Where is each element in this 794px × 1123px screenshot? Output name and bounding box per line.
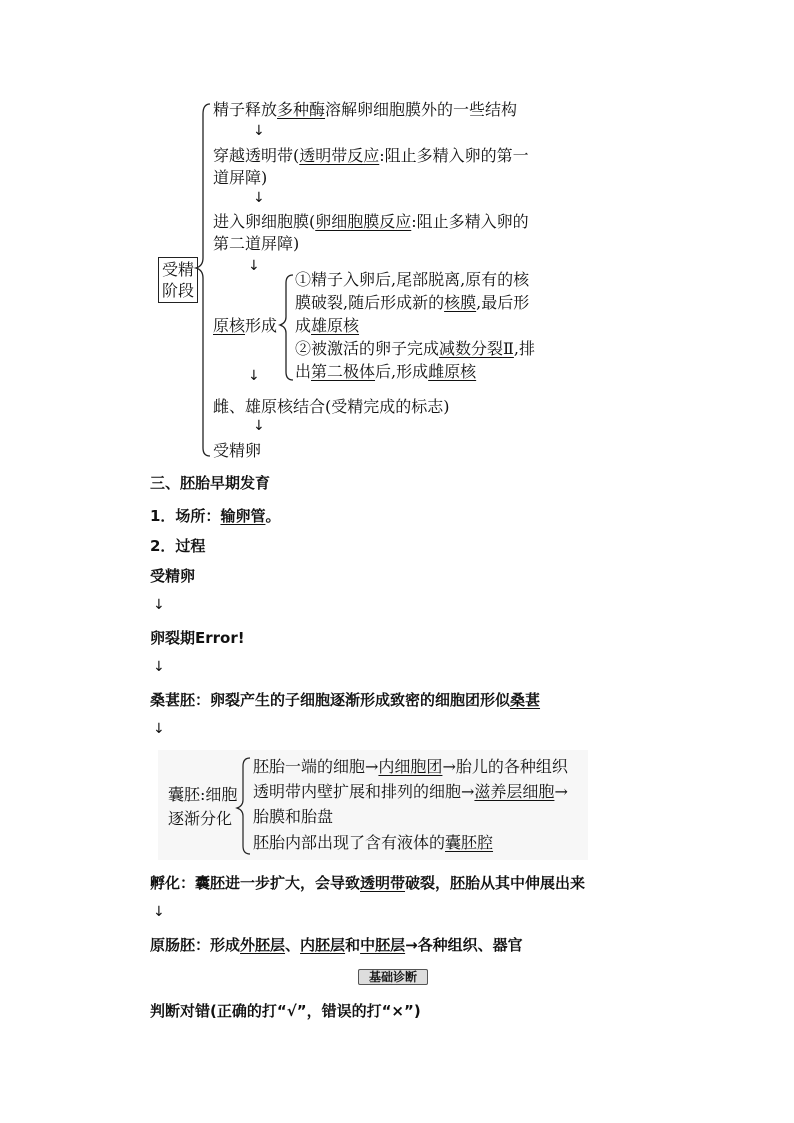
step-membrane-entry: 进入卵细胞膜(卵细胞膜反应:阻止多精入卵的 — [213, 212, 529, 231]
pronucleus-detail-3: 成雄原核 — [295, 316, 360, 335]
pronucleus-detail-2: 膜破裂,随后形成新的核膜,最后形 — [295, 293, 530, 312]
underlined-term: 第二极体 — [311, 362, 376, 381]
underlined-term: 原核 — [213, 316, 246, 335]
cleavage-stage: 卵裂期Error! — [150, 629, 245, 647]
underlined-term: 减数分裂Ⅱ — [439, 339, 514, 358]
blastocyst-item-2: 透明带内壁扩展和排列的细胞→滋养层细胞→ — [253, 782, 568, 801]
section-heading: 三、胚胎早期发育 — [150, 474, 271, 492]
underlined-term: 外胚层 — [240, 936, 286, 954]
blastocyst-item-1: 胚胎一端的细胞→内细胞团→胎儿的各种组织 — [253, 757, 568, 776]
site-line: 1．场所：输卵管。 — [150, 507, 281, 525]
down-arrow-icon: ↓ — [153, 597, 165, 613]
underlined-term: 卵细胞膜反应 — [315, 212, 412, 231]
down-arrow-icon: ↓ — [153, 904, 165, 920]
underlined-term: 雄原核 — [311, 316, 360, 335]
hatching-line: 孵化：囊胚进一步扩大，会导致透明带破裂，胚胎从其中伸展出来 — [150, 874, 586, 892]
down-arrow-icon: ↓ — [253, 190, 265, 206]
underlined-term: 滋养层细胞 — [474, 782, 555, 801]
pronucleus-detail-4: ②被激活的卵子完成减数分裂Ⅱ,排 — [295, 339, 535, 358]
down-arrow-icon: ↓ — [248, 258, 260, 274]
stage-label-line-1: 受精 — [162, 260, 195, 279]
zygote-label: 受精卵 — [150, 567, 196, 585]
step-zygote: 受精卵 — [213, 441, 262, 460]
underlined-term: 透明带 — [360, 874, 406, 892]
underlined-term: 核膜 — [444, 293, 477, 312]
down-arrow-icon: ↓ — [253, 123, 265, 139]
process-heading: 2．过程 — [150, 537, 206, 555]
stage-label-line-2: 阶段 — [162, 281, 195, 300]
down-arrow-icon: ↓ — [253, 418, 265, 434]
pronucleus-detail-1: ①精子入卵后,尾部脱离,原有的核 — [295, 270, 530, 289]
pronucleus-detail-5: 出第二极体后,形成雌原核 — [295, 362, 477, 381]
underlined-term: 雌原核 — [428, 362, 477, 381]
underlined-term: 囊胚腔 — [445, 833, 494, 852]
underlined-term: 内胚层 — [300, 936, 346, 954]
blastocyst-item-3: 胚胎内部出现了含有液体的囊胚腔 — [253, 833, 494, 852]
step-pronuclei-fusion: 雌、雄原核结合(受精完成的标志) — [213, 397, 450, 416]
badge-label: 基础诊断 — [358, 969, 428, 985]
step-zona-crossing-cont: 道屏障) — [213, 168, 268, 187]
step-sperm-release: 精子释放多种酶溶解卵细胞膜外的一些结构 — [213, 100, 518, 119]
underlined-term: 内细胞团 — [378, 757, 443, 776]
down-arrow-icon: ↓ — [153, 659, 165, 675]
step-membrane-entry-cont: 第二道屏障) — [213, 234, 300, 253]
underlined-term: 输卵管 — [220, 507, 266, 525]
underlined-term: 透明带反应 — [299, 146, 380, 165]
morula-line: 桑葚胚：卵裂产生的子细胞逐渐形成致密的细胞团形似桑葚 — [150, 691, 541, 709]
blastocyst-item-2-cont: 胎膜和胎盘 — [253, 807, 334, 826]
down-arrow-icon: ↓ — [248, 368, 260, 384]
basic-diagnosis-badge — [358, 966, 428, 985]
underlined-term: 多种酶 — [277, 100, 326, 119]
judge-instruction: 判断对错(正确的打“√”，错误的打“×”) — [150, 1002, 421, 1020]
gastrula-line: 原肠胚：形成外胚层、内胚层和中胚层→各种组织、器官 — [150, 936, 523, 954]
blastocyst-label-2: 逐渐分化 — [168, 809, 233, 828]
underlined-term: 中胚层 — [360, 936, 406, 954]
step-zona-crossing: 穿越透明带(透明带反应:阻止多精入卵的第一 — [213, 146, 529, 165]
step-pronucleus-formation: 原核形成 — [213, 316, 278, 335]
blastocyst-label-1: 囊胚:细胞 — [168, 785, 238, 804]
underlined-term: 桑葚 — [510, 691, 541, 709]
down-arrow-icon: ↓ — [153, 721, 165, 737]
